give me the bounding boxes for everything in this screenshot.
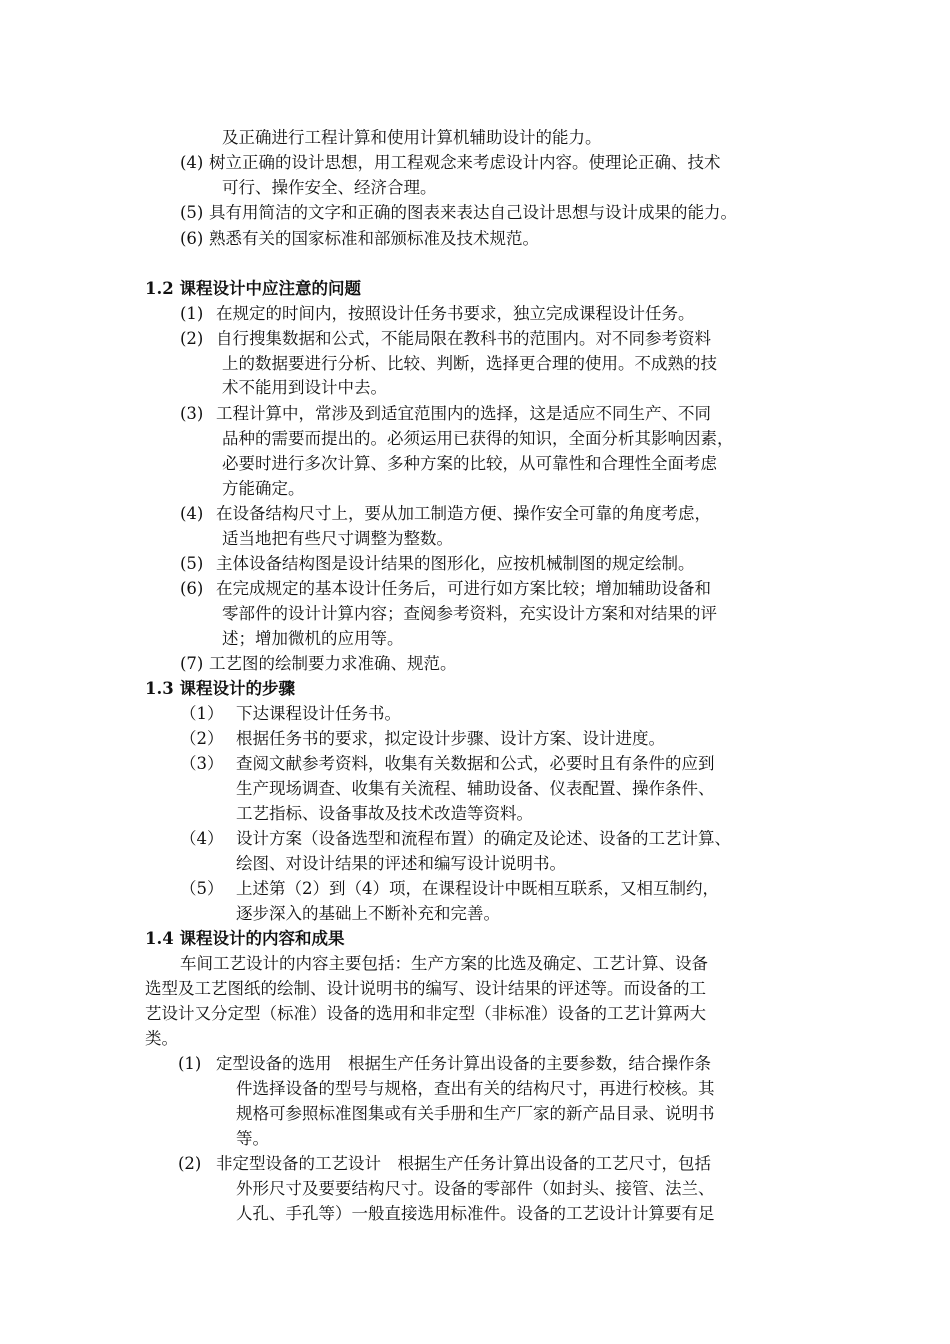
s14-item-1-line-4: 等。 xyxy=(236,1129,269,1148)
s12-item-3-line-3: 必要时进行多次计算、多种方案的比较，从可靠性和合理性全面考虑 xyxy=(222,454,717,473)
s12-item-5-line-1: 主体设备结构图是设计结果的图形化，应按机械制图的规定绘制。 xyxy=(216,554,695,573)
intro-item-5-number: (5) xyxy=(180,203,204,222)
intro-item-5-line-1: 具有用简洁的文字和正确的图表来表达自己设计思想与设计成果的能力。 xyxy=(209,203,737,222)
s13-item-4-line-1: 设计方案（设备选型和流程布置）的确定及论述、设备的工艺计算、 xyxy=(236,829,731,848)
section-1-4-heading: 1.4 课程设计的内容和成果 xyxy=(145,929,345,948)
s12-item-6-line-3: 述；增加微机的应用等。 xyxy=(222,629,404,648)
s13-item-3-line-1: 查阅文献参考资料，收集有关数据和公式，必要时且有条件的应到 xyxy=(236,754,715,773)
s12-item-6-number: (6) xyxy=(180,579,204,598)
s13-item-5-line-2: 逐步深入的基础上不断补充和完善。 xyxy=(236,904,500,923)
s13-item-4-line-2: 绘图、对设计结果的评述和编写设计说明书。 xyxy=(236,854,566,873)
s14-paragraph-line-4: 类。 xyxy=(145,1029,178,1048)
intro-item-6-number: (6) xyxy=(180,229,204,248)
s14-paragraph-line-1: 车间工艺设计的内容主要包括：生产方案的比选及确定、工艺计算、设备 xyxy=(180,954,708,973)
s14-item-1-line-2: 件选择设备的型号与规格，查出有关的结构尺寸，再进行校核。其 xyxy=(236,1079,715,1098)
s14-paragraph-line-3: 艺设计又分定型（标准）设备的选用和非定型（非标准）设备的工艺计算两大 xyxy=(145,1004,706,1023)
s12-item-7-line-1: 工艺图的绘制要力求准确、规范。 xyxy=(209,654,457,673)
s12-item-3-line-4: 方能确定。 xyxy=(222,479,305,498)
s13-item-2-number: （2） xyxy=(180,729,224,748)
s14-item-2-number: (2) xyxy=(178,1154,202,1173)
s12-item-6-line-2: 零部件的设计计算内容；查阅参考资料，充实设计方案和对结果的评 xyxy=(222,604,717,623)
s14-item-2-line-1: 非定型设备的工艺设计 根据生产任务计算出设备的工艺尺寸，包括 xyxy=(216,1154,711,1173)
intro-item-3-continuation: 及正确进行工程计算和使用计算机辅助设计的能力。 xyxy=(222,128,602,147)
s12-item-2-line-3: 术不能用到设计中去。 xyxy=(222,378,387,397)
s13-item-3-line-3: 工艺指标、设备事故及技术改造等资料。 xyxy=(236,804,533,823)
intro-item-4-line-2: 可行、操作安全、经济合理。 xyxy=(222,178,437,197)
s12-item-4-line-1: 在设备结构尺寸上，要从加工制造方便、操作安全可靠的角度考虑， xyxy=(216,504,711,523)
intro-item-4-number: (4) xyxy=(180,153,204,172)
s14-paragraph-line-2: 选型及工艺图纸的绘制、设计说明书的编写、设计结果的评述等。而设备的工 xyxy=(145,979,706,998)
s14-item-1-line-3: 规格可参照标准图集或有关手册和生产厂家的新产品目录、说明书 xyxy=(236,1104,715,1123)
s13-item-3-number: （3） xyxy=(180,754,224,773)
s13-item-3-line-2: 生产现场调查、收集有关流程、辅助设备、仪表配置、操作条件、 xyxy=(236,779,715,798)
s12-item-3-number: (3) xyxy=(180,404,204,423)
s12-item-3-line-2: 品种的需要而提出的。必须运用已获得的知识，全面分析其影响因素， xyxy=(222,429,734,448)
s12-item-2-line-1: 自行搜集数据和公式，不能局限在教科书的范围内。对不同参考资料 xyxy=(216,329,711,348)
s13-item-5-line-1: 上述第（2）到（4）项，在课程设计中既相互联系，又相互制约， xyxy=(236,879,719,898)
section-1-2-heading: 1.2 课程设计中应注意的问题 xyxy=(145,279,361,298)
s13-item-1-line-1: 下达课程设计任务书。 xyxy=(236,704,401,723)
s12-item-2-line-2: 上的数据要进行分析、比较、判断，选择更合理的使用。不成熟的技 xyxy=(222,354,717,373)
s13-item-4-number: （4） xyxy=(180,829,224,848)
s12-item-1-number: (1) xyxy=(180,304,204,323)
s12-item-7-number: (7) xyxy=(180,654,204,673)
intro-item-6-line-1: 熟悉有关的国家标准和部颁标准及技术规范。 xyxy=(209,229,539,248)
s14-item-2-line-2: 外形尺寸及要要结构尺寸。设备的零部件（如封头、接管、法兰、 xyxy=(236,1179,715,1198)
s12-item-4-number: (4) xyxy=(180,504,204,523)
s12-item-4-line-2: 适当地把有些尺寸调整为整数。 xyxy=(222,529,453,548)
s13-item-5-number: （5） xyxy=(180,879,224,898)
section-1-3-heading: 1.3 课程设计的步骤 xyxy=(145,679,295,698)
s13-item-1-number: （1） xyxy=(180,704,224,723)
s12-item-6-line-1: 在完成规定的基本设计任务后，可进行如方案比较；增加辅助设备和 xyxy=(216,579,711,598)
intro-item-4-line-1: 树立正确的设计思想，用工程观念来考虑设计内容。使理论正确、技术 xyxy=(209,153,721,172)
s12-item-5-number: (5) xyxy=(180,554,204,573)
s12-item-1-line-1: 在规定的时间内，按照设计任务书要求，独立完成课程设计任务。 xyxy=(216,304,695,323)
s14-item-1-line-1: 定型设备的选用 根据生产任务计算出设备的主要参数，结合操作条 xyxy=(216,1054,711,1073)
s13-item-2-line-1: 根据任务书的要求，拟定设计步骤、设计方案、设计进度。 xyxy=(236,729,665,748)
s12-item-2-number: (2) xyxy=(180,329,204,348)
s14-item-1-number: (1) xyxy=(178,1054,202,1073)
s12-item-3-line-1: 工程计算中，常涉及到适宜范围内的选择，这是适应不同生产、不同 xyxy=(216,404,711,423)
s14-item-2-line-3: 人孔、手孔等）一般直接选用标准件。设备的工艺设计计算要有足 xyxy=(236,1204,715,1223)
